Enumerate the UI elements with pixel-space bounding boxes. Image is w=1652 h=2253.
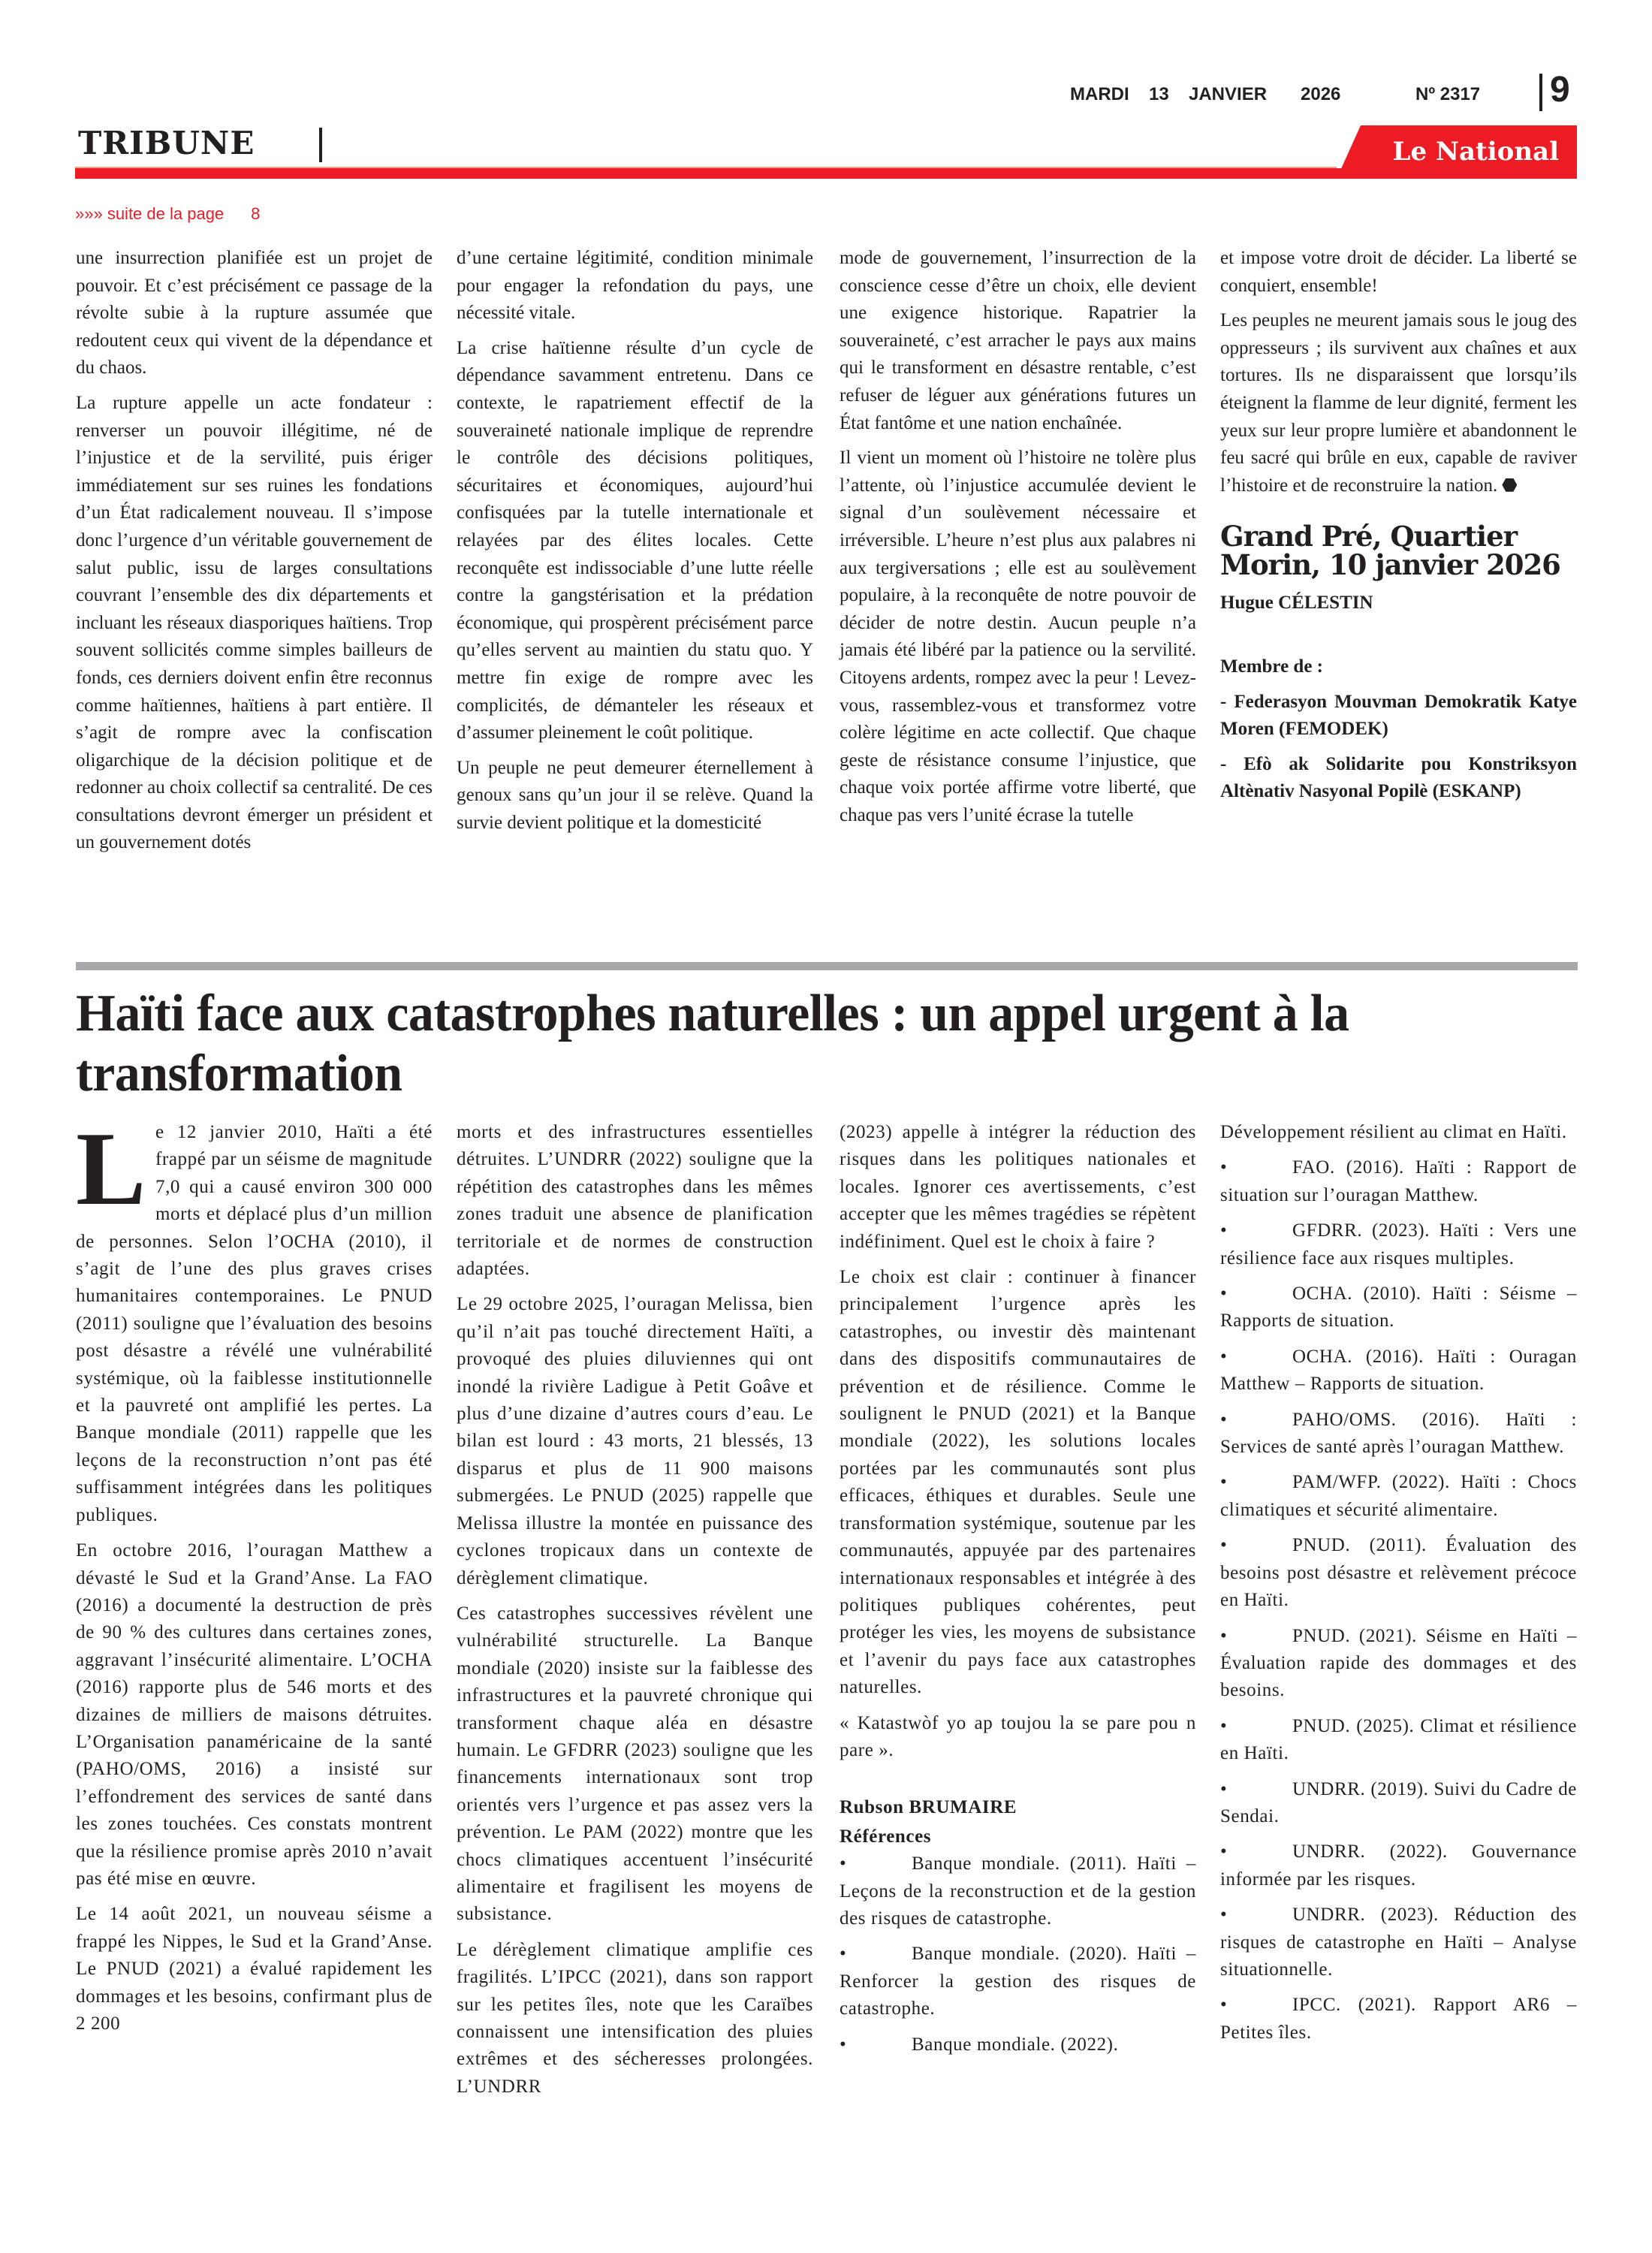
- article-headline: Haïti face aux catastrophes naturelles : un appel urgent à la transformation: [76, 985, 1349, 1102]
- creole-quote: « Katastwòf yo ap toujou la se pare pou n pare ».: [840, 1712, 1196, 1760]
- reference-item: [1220, 1838, 1577, 1893]
- bullet-icon: •: [1220, 1346, 1228, 1367]
- page-number: 9: [1550, 70, 1570, 110]
- bottom-article-column-4: [1220, 1119, 1577, 2055]
- reference-text: IPCC. (2021). Rapport AR6 – Petites îles.: [1220, 1995, 1577, 2043]
- top-article-column-3: [840, 245, 1196, 837]
- bullet-icon: •: [1220, 1625, 1228, 1646]
- reference-item: [1220, 1776, 1577, 1831]
- bullet-icon: •: [1220, 1283, 1228, 1304]
- paragraph: [76, 1111, 433, 1529]
- reference-text: OCHA. (2010). Haïti : Séisme – Rapports de situation.: [1220, 1283, 1577, 1332]
- bullet-icon: •: [1220, 1535, 1228, 1556]
- continued-label: »»» suite de la page: [75, 204, 225, 223]
- newspaper-logo: Le National: [1392, 137, 1559, 167]
- issue-day: MARDI: [1070, 84, 1129, 104]
- paragraph: une insurrection planifiée est un projet de pouvoir. Et c’est précisément ce passage de la révolte subie à la rupture assumée que redoutent ceux qui vivent de la dépendance et du chaos.: [76, 248, 433, 379]
- reference-text: PAHO/OMS. (2016). Haïti : Services de santé après l’ouragan Matthew.: [1220, 1409, 1577, 1458]
- reference-text: PNUD. (2021). Séisme en Haïti – Évaluation rapide des dommages et des besoins.: [1220, 1625, 1577, 1701]
- bottom-article-column-3: [840, 1119, 1196, 2067]
- paragraph: Ces catastrophes successives révèlent une vulnérabilité structurelle. La Banque mondiale (2020) insiste sur la faiblesse des infrastructures et la pauvreté chronique qui transforment chaque aléa en désastre humain. Le GFDRR (2023) souligne que les financements internationaux sont trop orientés vers l’urgence et pas assez vers la prévention. Le PAM (2022) montre que les chocs climatiques accentuent l’insécurité alimentaire et fragilisent les moyens de subsistance.: [457, 1603, 813, 1925]
- reference-text: Banque mondiale. (2020). Haïti – Renforcer la gestion des risques de catastrophe.: [840, 1944, 1196, 2019]
- reference-item: [840, 1941, 1196, 2022]
- bullet-icon: •: [1220, 1409, 1228, 1430]
- top-article-column-2: [457, 245, 813, 844]
- article-separator: [76, 962, 1578, 970]
- bullet-icon: •: [1220, 1715, 1228, 1736]
- article-author: Hugue CÉLESTIN: [1220, 593, 1373, 614]
- issue-month: JANVIER: [1189, 84, 1268, 104]
- issue-number: Nº 2317: [1415, 84, 1481, 104]
- reference-continuation: Développement résilient au climat en Haïti.: [1220, 1122, 1567, 1142]
- paragraph: Le choix est clair : continuer à financer principalement l’urgence après les catastrophes, ou investir dès maintenant dans des dispositifs communautaires de prévention et de résilience. Comme le soulignent le PNUD (2021) et la Banque mondiale (2022), les solutions locales portées par les communautés sont plus efficaces, éthiques et durables. Seule une transformation systémique, soutenue par les communautés, appuyée par des partenaires internationaux responsables et intégrée à des politiques publiques cohérentes, peut protéger les vies, les moyens de subsistance et l’avenir du pays face aux catastrophes naturelles.: [840, 1267, 1196, 1698]
- article-author: Rubson BRUMAIRE: [840, 1797, 1017, 1818]
- paragraph: d’une certaine légitimité, condition minimale pour engager la refondation du pays, une nécessité vitale.: [457, 248, 813, 324]
- membership-item: - Federasyon Mouvman Demokratik Katye Moren (FEMODEK): [1220, 691, 1577, 740]
- issue-year: 2026: [1301, 84, 1341, 104]
- bullet-icon: •: [840, 1944, 847, 1965]
- reference-item: [1220, 1154, 1577, 1209]
- paragraph: Le dérèglement climatique amplifie ces fragilités. L’IPCC (2021), dans son rapport sur les petites îles, note que les Caraïbes connaissent une intensification des pluies extrêmes et des sécheresses prolongées. L’UNDRR: [457, 1939, 813, 2097]
- paragraph-text: Les peuples ne meurent jamais sous le joug des oppresseurs ; ils survivent aux chaînes et aux tortures. Ils ne disparaissent que lorsqu’ils éteignent la flamme de leur dignité, ferment les yeux sur leur propre lumière et abandonnent le feu sacré qui brûle en eux, capable de raviver l’histoire et de reconstruire la nation.: [1220, 310, 1577, 496]
- bullet-icon: •: [1220, 1905, 1228, 1926]
- bullet-icon: •: [840, 2034, 847, 2055]
- reference-item: [1220, 1217, 1577, 1272]
- paragraph: En octobre 2016, l’ouragan Matthew a dévasté le Sud et la Grand’Anse. La FAO (2016) a documenté la destruction de près de 90 % des cultures dans certaines zones, aggravant l’insécurité alimentaire. L’OCHA (2016) rapporte plus de 546 morts et des dizaines de milliers de maisons détruites. L’Organisation panaméricaine de la santé (PAHO/OMS, 2016) a insisté sur l’effondrement des services de santé dans les zones touchées. Ces constats montrent que la résilience promise après 2010 n’avait pas été mise en œuvre.: [76, 1540, 433, 1889]
- continued-from-link[interactable]: [75, 204, 260, 224]
- issue-date: 13: [1149, 84, 1169, 104]
- membership-label: Membre de :: [1220, 656, 1323, 677]
- reference-item: [1220, 1469, 1577, 1524]
- reference-text: PNUD. (2025). Climat et résilience en Haïti.: [1220, 1715, 1577, 1764]
- reference-text: UNDRR. (2022). Gouvernance informée par les risques.: [1220, 1841, 1577, 1890]
- references-heading: Références: [840, 1826, 932, 1847]
- bullet-icon: •: [1220, 1472, 1228, 1493]
- top-article-column-4: [1220, 245, 1577, 806]
- reference-item: [1220, 1992, 1577, 2046]
- reference-item: [840, 2031, 1196, 2058]
- page-number-divider: [1539, 74, 1542, 111]
- bullet-icon: •: [1220, 1220, 1228, 1241]
- paragraph: La rupture appelle un acte fondateur : renverser un pouvoir illégitime, né de l’injustice et de la servilité, puis ériger immédiatement sur ses ruines les fondations d’un État radicalement nouveau. Il s’impose donc l’urgence d’un véritable gouvernement de salut public, issu de larges consultations couvrant l’ensemble des dix départements et incluant les réseaux diasporiques haïtiens. Trop souvent sollicités comme simples bailleurs de fonds, ces derniers doivent enfin être reconnus comme haïtiennes, haïtiens à part entière. Il s’agit de rompre avec la confiscation oligarchique de la décision politique et de redonner au choix collectif sa centralité. De ces consultations devront émerger un président et un gouvernement dotés: [76, 392, 433, 853]
- section-title: TRIBUNE: [78, 125, 255, 161]
- paragraph: La crise haïtienne résulte d’un cycle de dépendance savamment entretenu. Dans ce contexte, le rapatriement effectif de la souveraineté nationale implique de reprendre le contrôle des décisions politiques, sécuritaires et économiques, aujourd’hui confisquées par la tutelle internationale et relayées par des élites locales. Cette reconquête est indissociable d’une lutte réelle contre la gangstérisation et la prédation économique, qui prospèrent précisément parce qu’elles servent au maintien du statu quo. Y mettre fin exige de rompre avec les complicités, de démanteler les réseaux et d’assumer pleinement le coût politique.: [457, 337, 813, 743]
- reference-text: UNDRR. (2019). Suivi du Cadre de Sendai.: [1220, 1778, 1577, 1826]
- bullet-icon: •: [840, 1853, 847, 1874]
- paragraph: Un peuple ne peut demeurer éternellement à genoux sans qu’un jour il se relève. Quand la survie devient politique et la domesticité: [457, 757, 813, 833]
- end-of-article-icon: [1502, 478, 1517, 492]
- paragraph: Le 29 octobre 2025, l’ouragan Melissa, bien qu’il n’ait pas touché directement Haïti, a provoqué des pluies diluviennes qui ont inondé la rivière Ladigue à Petit Goâve et plus d’une dizaine d’autres cours d’eau. Le bilan est lourd : 43 morts, 21 blessés, 13 disparus et plus de 11 900 maisons submergées. Le PNUD (2025) rappelle que Melissa illustre la montée en puissance des cyclones tropicaux dans un contexte de dérèglement climatique.: [457, 1294, 813, 1588]
- reference-item: [1220, 1407, 1577, 1461]
- paragraph-text: e 12 janvier 2010, Haïti a été frappé par un séisme de magnitude 7,0 qui a causé environ 300 000 morts et déplacé plus d’un million de personnes. Selon l’OCHA (2010), il s’agit de l’une des plus graves crises humanitaires contemporaines. Le PNUD (2011) souligne que l’évaluation des besoins post désastre a révélé une vulnérabilité systémique, où la faiblesse institutionnelle et la pauvreté ont amplifié les pertes. La Banque mondiale (2011) rappelle que les leçons de la reconstruction n’ont pas été suffisamment intégrées dans les politiques publiques.: [76, 1122, 433, 1525]
- membership-item: - Efò ak Solidarite pou Konstriksyon Altènativ Nasyonal Popilè (ESKANP): [1220, 753, 1577, 802]
- reference-item: [1220, 1902, 1577, 1983]
- paragraph: et impose votre droit de décider. La liberté se conquiert, ensemble!: [1220, 248, 1577, 296]
- paragraph: mode de gouvernement, l’insurrection de la conscience cesse d’être un choix, elle devient une exigence historique. Rapatrier la souveraineté, c’est arracher le pays aux mains qui le transforment en désastre rentable, c’est refuser de léguer aux générations futures un État fantôme et une nation enchaînée.: [840, 248, 1196, 433]
- bullet-icon: •: [1220, 1995, 1228, 2016]
- reference-text: PNUD. (2011). Évaluation des besoins post désastre et relèvement précoce en Haïti.: [1220, 1535, 1577, 1611]
- reference-item: [1220, 1532, 1577, 1614]
- paragraph: Le 14 août 2021, un nouveau séisme a frappé les Nippes, le Sud et la Grand’Anse. Le PNUD (2021) a évalué rapidement les dommages et les besoins, confirmant plus de 2 200: [76, 1904, 433, 2034]
- drop-cap: L: [76, 1111, 146, 1227]
- reference-text: FAO. (2016). Haïti : Rapport de situation sur l’ouragan Matthew.: [1220, 1157, 1577, 1205]
- top-article-column-1: [76, 245, 433, 864]
- reference-text: OCHA. (2016). Haïti : Ouragan Matthew – Rapports de situation.: [1220, 1346, 1577, 1395]
- reference-text: Banque mondiale. (2022).: [912, 2034, 1119, 2055]
- reference-item: [840, 1850, 1196, 1932]
- paragraph: morts et des infrastructures essentielles détruites. L’UNDRR (2022) souligne que la répétition des catastrophes dans les mêmes zones traduit une absence de planification territoriale et de normes de construction adaptées.: [457, 1122, 813, 1280]
- reference-item: [1220, 1623, 1577, 1705]
- bottom-article-column-2: [457, 1119, 813, 2109]
- paragraph: [1220, 307, 1577, 499]
- bottom-article-column-1: [76, 1111, 433, 2046]
- bullet-icon: •: [1220, 1841, 1228, 1862]
- reference-text: Banque mondiale. (2011). Haïti – Leçons de la reconstruction et de la gestion des risques de catastrophe.: [840, 1853, 1196, 1929]
- reference-item: [1220, 1713, 1577, 1768]
- reference-item: [1220, 1280, 1577, 1335]
- bullet-icon: •: [1220, 1157, 1228, 1178]
- paragraph: Il vient un moment où l’histoire ne tolère plus l’attente, où l’injustice accumulée devient le signal d’un soulèvement nécessaire et irréversible. L’heure n’est plus aux palabres ni aux tergiversations ; elle est au soulèvement populaire, à la reconquête de notre pouvoir de décider de notre destin. Aucun peuple n’a jamais été libéré par la patience ou la servilité. Citoyens ardents, rompez avec la peur ! Levez-vous, rassemblez-vous et transformez votre colère légitime en acte collectif. Que chaque geste de résistance consume l’injustice, que chaque voix portée affirme votre liberté, que chaque pas vers l’unité écrase la tutelle: [840, 448, 1196, 825]
- reference-item: [1220, 1344, 1577, 1398]
- reference-text: PAM/WFP. (2022). Haïti : Chocs climatiques et sécurité alimentaire.: [1220, 1472, 1577, 1520]
- continued-page: 8: [251, 204, 261, 223]
- bullet-icon: •: [1220, 1778, 1228, 1799]
- paragraph: (2023) appelle à intégrer la réduction des risques dans les politiques nationales et locales. Ignorer ces avertissements, c’est accepter que les mêmes tragédies se répètent indéfiniment. Quel est le choix à faire ?: [840, 1122, 1196, 1252]
- reference-text: UNDRR. (2023). Réduction des risques de catastrophe en Haïti – Analyse situationnelle.: [1220, 1905, 1577, 1980]
- reference-text: GFDRR. (2023). Haïti : Vers une résilience face aux risques multiples.: [1220, 1220, 1577, 1268]
- article-dateline: Grand Pré, Quartier Morin, 10 janvier 2026: [1220, 520, 1560, 582]
- section-divider: [319, 128, 322, 162]
